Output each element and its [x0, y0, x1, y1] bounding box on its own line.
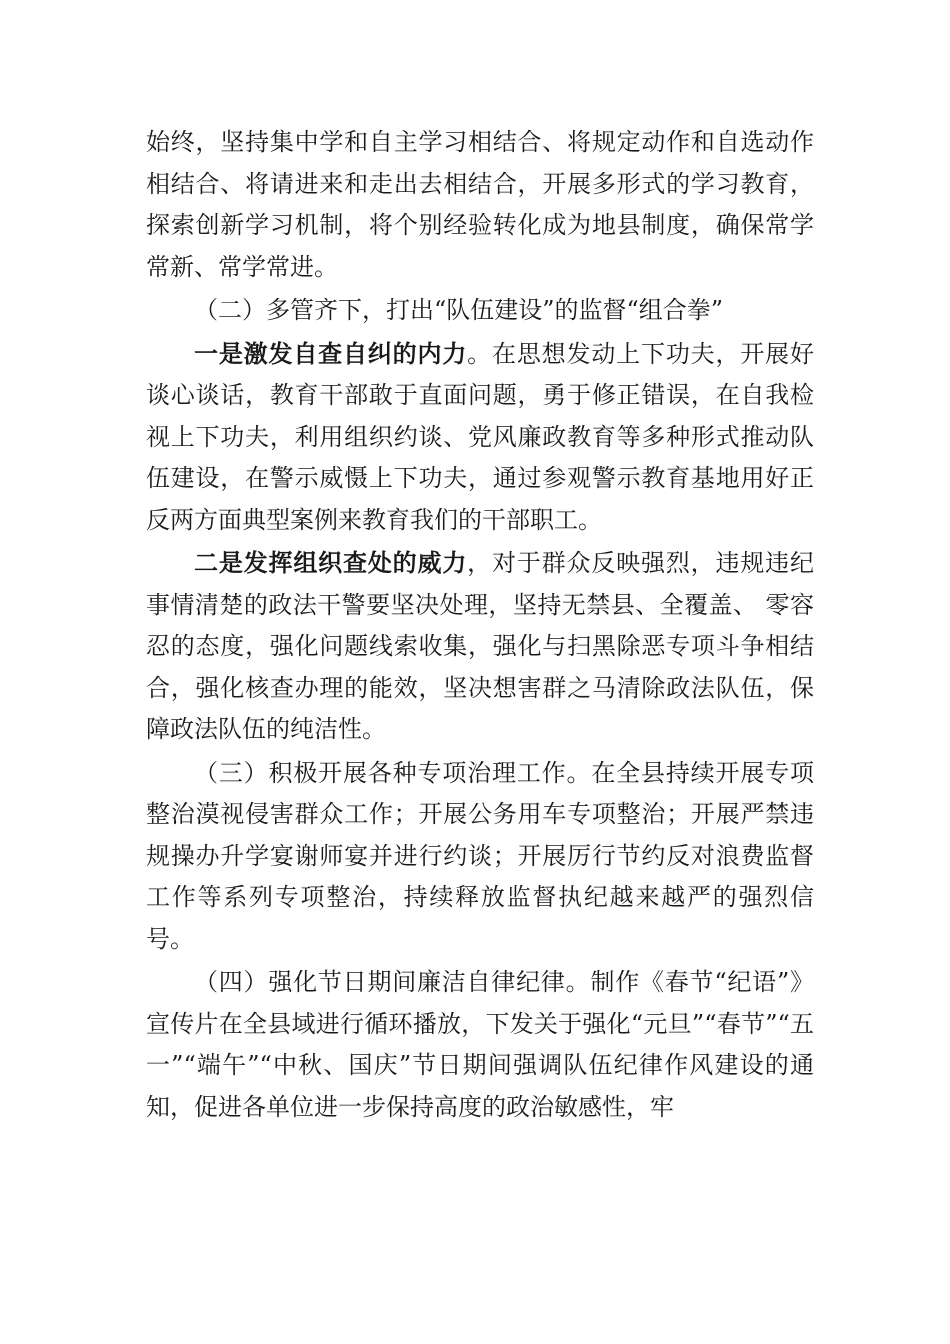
paragraph-6-text: （四）强化节日期间廉洁自律纪律。制作《春节“纪语”》宣传片在全县域进行循环播放，下发关于强化“元旦”“春节”“五一”“端午”“中秋、国庆”节日期间强调队伍纪律作风建设的通知，促进各单位进一步保持高度的政治敏感性，牢: [146, 968, 814, 1121]
paragraph-5: [146, 753, 814, 961]
section-heading-2: [146, 290, 814, 332]
paragraph-3-lead: 一是激发自查自纠的内力: [194, 339, 468, 368]
section-heading-2-text: （二）多管齐下，打出“队伍建设”的监督“组合拳”: [194, 296, 724, 324]
paragraph-1: [146, 122, 814, 288]
paragraph-3-text: 。在思想发动上下功夫，开展好谈心谈话，教育干部敢于直面问题，勇于修正错误，在自我检视上下功夫，利用组织约谈、党风廉政教育等多种形式推动队伍建设，在警示威慑上下功夫，通过参观警示教育基地用好正反两方面典型案例来教育我们的干部职工。: [146, 339, 815, 534]
paragraph-4-lead: 二是发挥组织查处的威力: [194, 549, 468, 577]
paragraph-1-text: 始终，坚持集中学和自主学习相结合、将规定动作和自选动作相结合、将请进来和走出去相结合，开展多形式的学习教育，探索创新学习机制，将个别经验转化成为地县制度，确保常学常新、常学常进。: [146, 128, 814, 281]
paragraph-4-text: ，对于群众反映强烈，违规违纪事情清楚的政法干警要坚决处理，坚持无禁县、全覆盖、 零容忍的态度，强化问题线索收集，强化与扫黑除恶专项斗争相结合，强化核查办理的能效，坚决想害群之马清除政法队伍，保障政法队伍的纯洁性。: [146, 549, 815, 743]
paragraph-4: [146, 543, 814, 751]
paragraph-5-text: （三）积极开展各种专项治理工作。在全县持续开展专项整治漠视侵害群众工作；开展公务用车专项整治；开展严禁违规操办升学宴谢师宴并进行约谈；开展厉行节约反对浪费监督工作等系列专项整治，持续释放监督执纪越来越严的强烈信号。: [146, 758, 814, 953]
paragraph-6: [146, 962, 814, 1128]
document-body: [146, 122, 814, 1130]
paragraph-3: [146, 334, 814, 542]
